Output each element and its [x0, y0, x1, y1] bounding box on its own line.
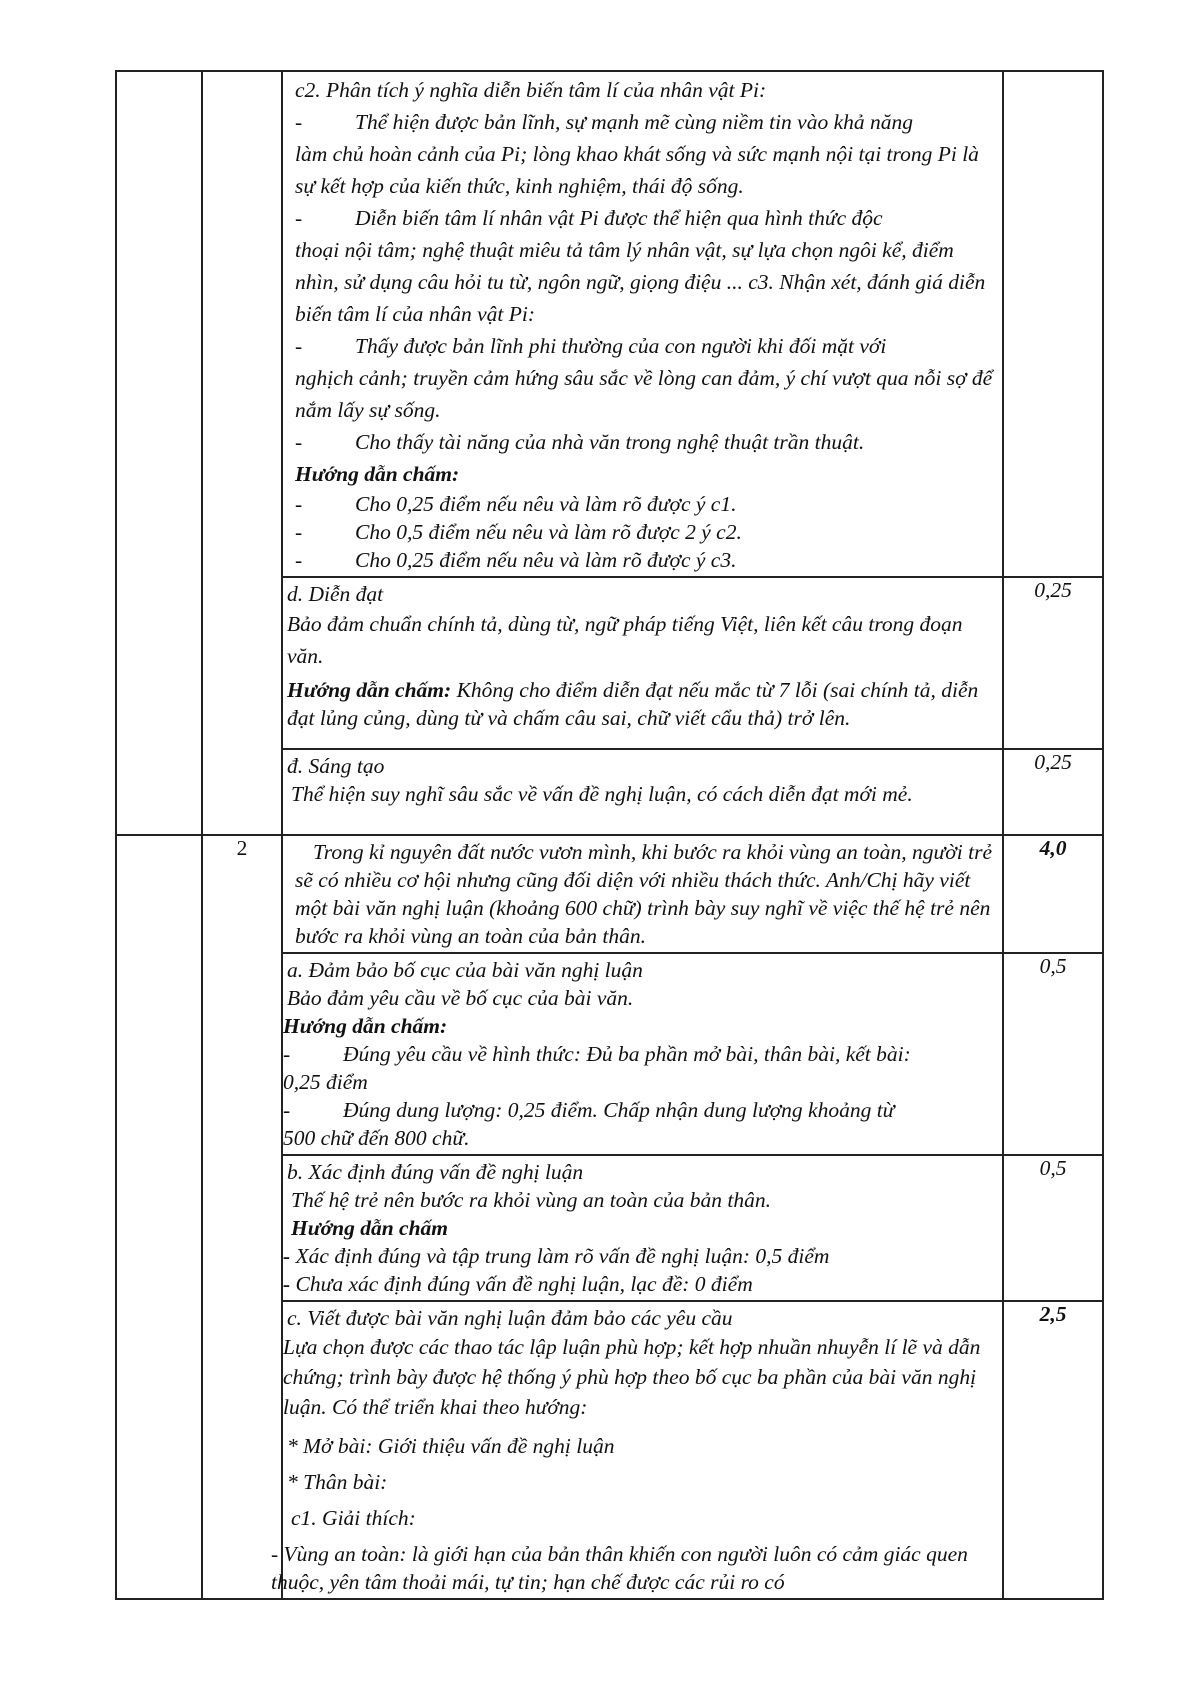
- guide-label: Hướng dẫn chấm:: [295, 462, 460, 486]
- score-q2: 4,0: [1003, 835, 1103, 953]
- list-item: - Thấy được bản lĩnh phi thường của con người khi đối mặt với: [295, 334, 887, 358]
- list-item: - Cho thấy tài năng của nhà văn trong nghệ thuật trần thuật.: [295, 430, 865, 454]
- outline-c1: c1. Giải thích:: [291, 1506, 416, 1530]
- content-cell-c: [271, 1301, 1003, 1599]
- list-item: - Thể hiện được bản lĩnh, sự mạnh mẽ cùng niềm tin vào khả năng: [295, 110, 914, 134]
- content-cell-a: [282, 953, 1003, 1155]
- guide-label: Hướng dẫn chấm: [291, 1216, 449, 1240]
- list-item-cont: thoại nội tâm; nghệ thuật miêu tả tâm lý nhân vật, sự lựa chọn ngôi kể, điểm nhìn, sử dụng câu hỏi tu từ, ngôn ngữ, giọng điệu ... c3. Nhận xét, đánh giá diễn biến tâm lí của nhân vật Pi:: [295, 238, 986, 326]
- section-text-a: Bảo đảm yêu cầu về bố cục của bài văn.: [287, 986, 634, 1010]
- list-item-cont: 0,25 điểm: [283, 1070, 368, 1094]
- section-text-d: Bảo đảm chuẩn chính tả, dùng từ, ngữ pháp tiếng Việt, liên kết câu trong đoạn văn.: [287, 612, 963, 668]
- list-item: - Cho 0,25 điểm nếu nêu và làm rõ được ý c3.: [295, 548, 737, 572]
- list-item: - Đúng dung lượng: 0,25 điểm. Chấp nhận dung lượng khoảng từ: [283, 1098, 895, 1122]
- question-prompt: Trong kỉ nguyên đất nước vươn mình, khi bước ra khỏi vùng an toàn, người trẻ sẽ có nhiều cơ hội nhưng cũng đối diện với nhiều thách thức. Anh/Chị hãy viết một bài văn nghị luận (khoảng 600 chữ) trình bày suy nghĩ về việc thế hệ trẻ nên bước ra khỏi vùng an toàn của bản thân.: [295, 840, 992, 948]
- section-text-b: Thế hệ trẻ nên bước ra khỏi vùng an toàn của bản thân.: [291, 1188, 772, 1212]
- outline-intro: * Mở bài: Giới thiệu vấn đề nghị luận: [287, 1434, 615, 1458]
- section-title-dd: đ. Sáng tạo: [287, 754, 385, 778]
- score-d: 0,25: [1003, 577, 1103, 749]
- guide-label: Hướng dẫn chấm:: [287, 678, 452, 702]
- section-title-a: a. Đảm bảo bố cục của bài văn nghị luận: [287, 958, 643, 982]
- list-item: - Cho 0,5 điểm nếu nêu và làm rõ được 2 ý c2.: [295, 520, 742, 544]
- content-cell-d: [282, 577, 1003, 749]
- question-number: 2: [202, 835, 282, 1599]
- content-cell-c2: [282, 71, 1003, 577]
- score-cell: [1003, 71, 1103, 577]
- table-row: [116, 71, 1103, 577]
- section-title-b: b. Xác định đúng vấn đề nghị luận: [287, 1160, 584, 1184]
- score-b: 0,5: [1003, 1155, 1103, 1301]
- guide-text: Không cho điểm diễn đạt nếu mắc từ 7 lỗi (sai chính tả, diễn đạt lủng củng, dùng từ và chấm câu sai, chữ viết cẩu thả) trở lên.: [287, 678, 979, 730]
- empty-cell: [116, 835, 202, 1599]
- score-a: 0,5: [1003, 953, 1103, 1155]
- table-row: [116, 835, 1103, 953]
- grading-table: [115, 70, 1104, 1600]
- guide-line: Xác định đúng và tập trung làm rõ vấn đề nghị luận: 0,5 điểm: [295, 1244, 830, 1268]
- list-item-cont: 500 chữ đến 800 chữ.: [283, 1126, 470, 1150]
- score-dd: 0,25: [1003, 749, 1103, 835]
- section-text-dd: Thể hiện suy nghĩ sâu sắc về vấn đề nghị luận, có cách diễn đạt mới mẻ.: [291, 782, 913, 806]
- empty-cell: [202, 71, 282, 835]
- list-item-cont: nghịch cảnh; truyền cảm hứng sâu sắc về lòng can đảm, ý chí vượt qua nỗi sợ để nắm lấy sự sống.: [295, 366, 993, 422]
- section-title-c: c. Viết được bài văn nghị luận đảm bảo các yêu cầu: [287, 1306, 733, 1330]
- section-text-c: Lựa chọn được các thao tác lập luận phù hợp; kết hợp nhuần nhuyễn lí lẽ và dẫn chứng; trình bày được hệ thống ý phù hợp theo bố cục ba phần của bài văn nghị luận. Có thể triển khai theo hướng:: [283, 1335, 981, 1419]
- content-cell-b: b. Xác định đúng vấn đề nghị luận Thế hệ trẻ nên bước ra khỏi vùng an toàn của bản thân. Hướng dẫn chấm - Xác định đúng và tập trung làm rõ vấn đề nghị luận: 0,5 điểm - Chưa xác định đúng vấn đề nghị luận, lạc đề: 0 điểm: [282, 1155, 1003, 1301]
- outline-definition: - Vùng an toàn: là giới hạn của bản thân khiến con người luôn có cảm giác quen thuộc, yên tâm thoải mái, tự tin; hạn chế được các rủi ro có: [271, 1542, 968, 1594]
- guide-line: Chưa xác định đúng vấn đề nghị luận, lạc đề: 0 điểm: [295, 1272, 753, 1296]
- content-cell-dd: [282, 749, 1003, 835]
- heading-c2: c2. Phân tích ý nghĩa diễn biến tâm lí của nhân vật Pi:: [295, 78, 767, 102]
- section-title-d: d. Diễn đạt: [287, 582, 384, 606]
- list-item: - Đúng yêu cầu về hình thức: Đủ ba phần mở bài, thân bài, kết bài:: [283, 1042, 911, 1066]
- list-item: - Diễn biến tâm lí nhân vật Pi được thể hiện qua hình thức độc: [295, 206, 883, 230]
- question-prompt-cell: [282, 835, 1003, 953]
- guide-label: Hướng dẫn chấm:: [283, 1014, 448, 1038]
- score-c: 2,5: [1003, 1301, 1103, 1599]
- outline-body: * Thân bài:: [287, 1470, 388, 1494]
- list-item-cont: làm chủ hoàn cảnh của Pi; lòng khao khát sống và sức mạnh nội tại trong Pi là sự kết hợp của kiến thức, kinh nghiệm, thái độ sống.: [295, 142, 979, 198]
- list-item: - Cho 0,25 điểm nếu nêu và làm rõ được ý c1.: [295, 492, 737, 516]
- empty-cell: [116, 71, 202, 835]
